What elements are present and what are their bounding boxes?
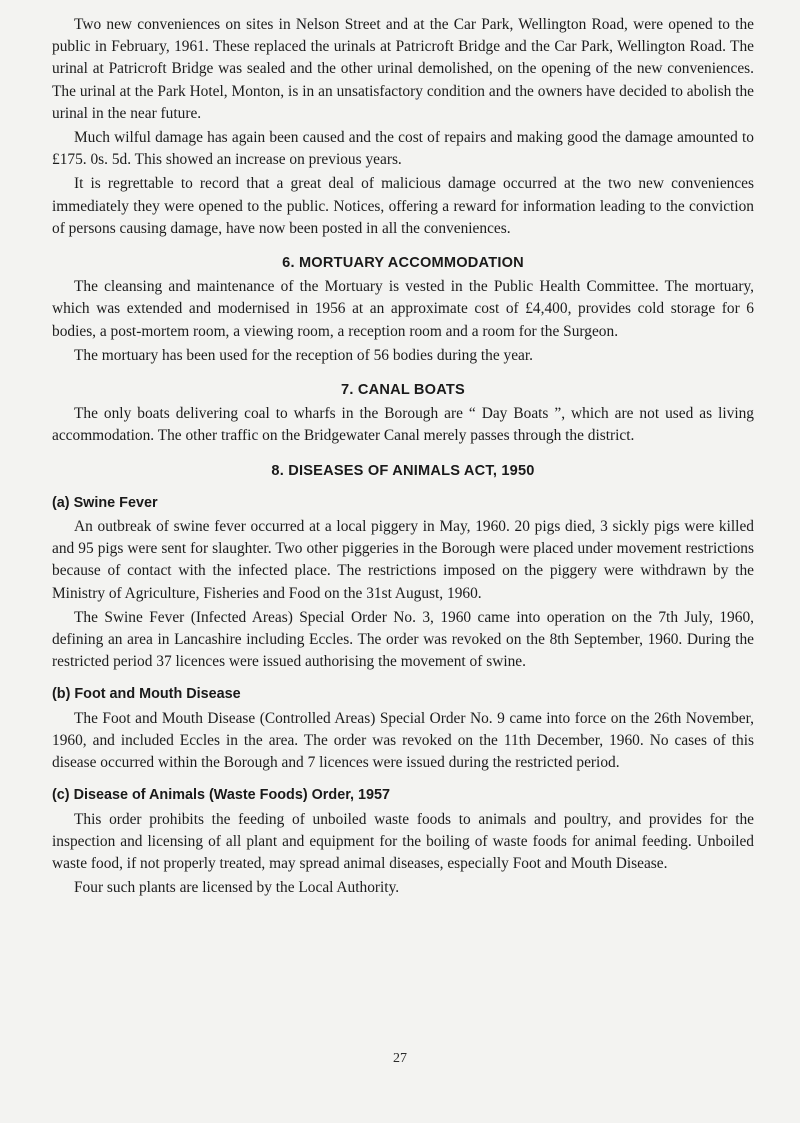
paragraph: Much wilful damage has again been caused and the cost of repairs and making good the damage amounted to £175. 0s. 5d. This showed an increase on previous years. — [52, 129, 754, 169]
paragraph: This order prohibits the feeding of unboiled waste foods to animals and poultry, and provides for the inspection and licensing of all plant and equipment for the boiling of waste foods for animal feeding. Unboiled waste food, if not properly treated, may spread animal diseases, especially Foot and Mouth Disease. — [52, 810, 754, 872]
swine-fever-subsection — [52, 492, 754, 674]
paragraph: The Foot and Mouth Disease (Controlled Areas) Special Order No. 9 came into force on the 26th November, 1960, and included Eccles in the area. The order was revoked on the 11th December, 1960. No cases of this disease occurred within the Borough and 7 licences were issued during the restricted period. — [52, 709, 754, 772]
paragraph: The Swine Fever (Infected Areas) Special Order No. 3, 1960 came into operation on the 7th July, 1960, defining an area in Lancashire including Eccles. The order was revoked on the 8th September, 1960. During the restricted period 37 licences were issued authorising the movement of swine. — [52, 608, 754, 671]
paragraph: The mortuary has been used for the reception of 56 bodies during the year. — [74, 346, 534, 364]
section-heading: 8. DISEASES OF ANIMALS ACT, 1950 — [271, 462, 535, 479]
canal-boats-section — [52, 379, 754, 448]
diseases-of-animals-section — [52, 460, 754, 900]
paragraph: It is regrettable to record that a great deal of malicious damage occurred at the two new conveniences immediately they were opened to the public. Notices, offering a reward for information leading to the conviction of persons causing damage, have now been posted in all the conveniences. — [52, 175, 754, 237]
paragraph: An outbreak of swine fever occurred at a local piggery in May, 1960. 20 pigs died, 3 sickly pigs were killed and 95 pigs were sent for slaughter. Two other piggeries in the Borough were placed under movement restrictions because of contact with the infected place. The restrictions imposed on the piggery were withdrawn by the Ministry of Agriculture, Fisheries and Food on the 31st August, 1960. — [52, 518, 754, 602]
subsection-heading: (a) Swine Fever — [52, 494, 158, 511]
waste-foods-subsection — [52, 784, 754, 899]
paragraph: The cleansing and maintenance of the Mortuary is vested in the Public Health Committee. The mortuary, which was extended and modernised in 1956 at an approximate cost of £4,400, provides cold storage for 6 bodies, a post-mortem room, a viewing room, a reception room and a room for the Surgeon. — [52, 278, 754, 340]
paragraph: The only boats delivering coal to wharfs in the Borough are “ Day Boats ”, which are not used as living accommodation. The other traffic on the Bridgewater Canal merely passes through the district. — [52, 405, 754, 445]
subsection-heading: (b) Foot and Mouth Disease — [52, 686, 241, 703]
conveniences-section — [52, 14, 754, 240]
document-page — [52, 14, 754, 899]
page-number: 27 — [393, 1051, 407, 1066]
section-heading: 7. CANAL BOATS — [341, 382, 465, 399]
section-heading: 6. MORTUARY ACCOMMODATION — [282, 255, 524, 272]
foot-and-mouth-subsection — [52, 683, 754, 774]
paragraph: Four such plants are licensed by the Local Authority. — [74, 879, 400, 897]
subsection-heading: (c) Disease of Animals (Waste Foods) Order, 1957 — [52, 787, 391, 804]
mortuary-section — [52, 252, 754, 367]
paragraph: Two new conveniences on sites in Nelson Street and at the Car Park, Wellington Road, were opened to the public in February, 1961. These replaced the urinals at Patricroft Bridge and the Car Park, Wellington Road. The urinal at Patricroft Bridge was sealed and the other urinal demolished, on the opening of the new conveniences. The urinal at the Park Hotel, Monton, is in an unsatisfactory condition and the owners have decided to abolish the urinal in the near future. — [52, 16, 754, 122]
